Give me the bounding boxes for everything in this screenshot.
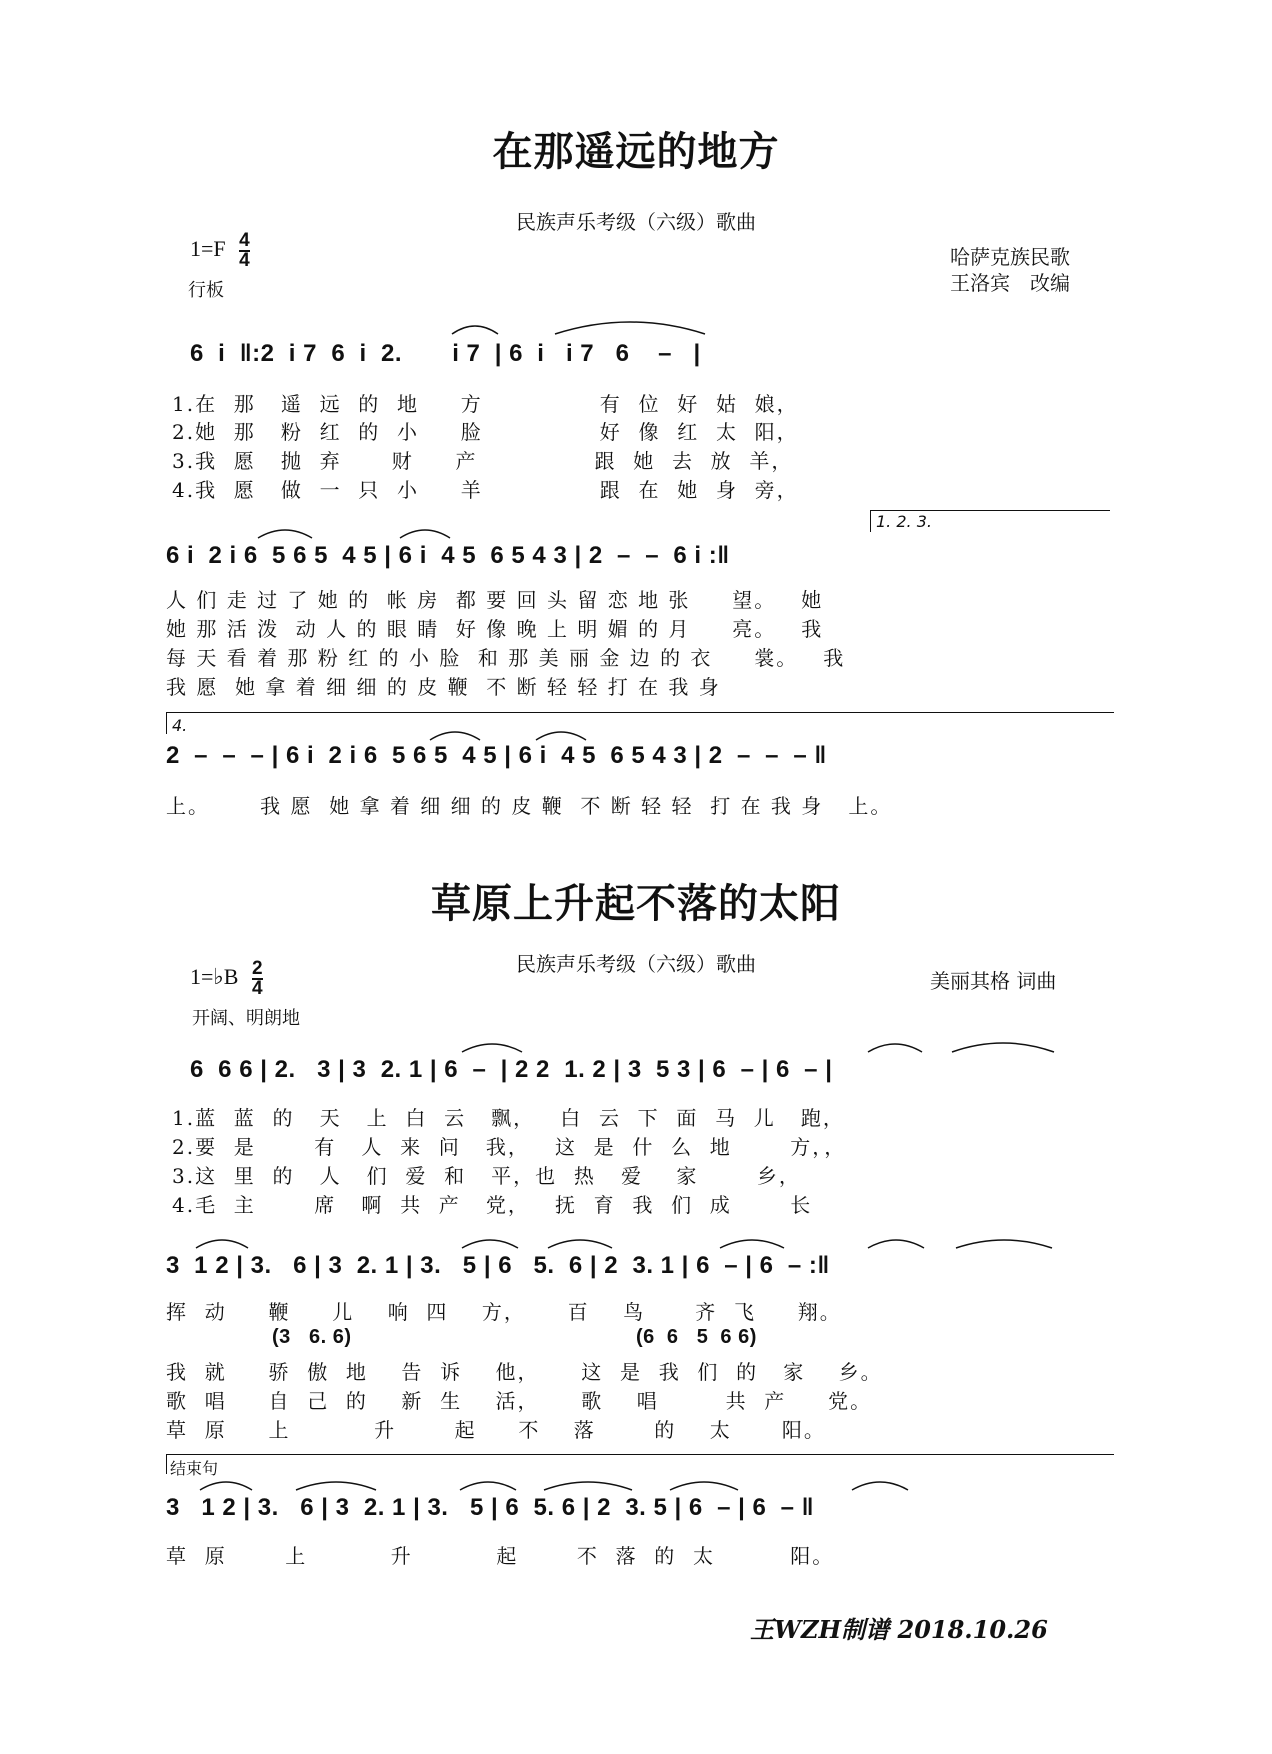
song1-row3-notes: 2 – – – | 6 i 2 i 6 5 6 5 4 5 | 6 i 4 5 6 5 4 3 | 2 – – – ‖ xyxy=(166,742,827,769)
song1-row2-lyric-v2: 她 那 活 泼 动 人 的 眼 睛 好 像 晚 上 明 媚 的 月 亮。 我 xyxy=(166,617,824,641)
song1-title: 在那遥远的地方 xyxy=(492,128,780,175)
song1-row2-lyric-v3: 每 天 看 着 那 粉 红 的 小 脸 和 那 美 丽 金 边 的 衣 裳。 我 xyxy=(166,646,846,670)
song1-credit-line2: 王洛宾 改编 xyxy=(950,271,1070,295)
song1-volta-4: 4. xyxy=(172,716,188,735)
song2-time-num: 2 xyxy=(251,958,263,979)
transcriber-signature: 王WZH制谱 2018.10.26 xyxy=(750,1615,1048,1644)
song2-title: 草原上升起不落的太阳 xyxy=(431,880,841,927)
slur-s2-r2-e xyxy=(868,1240,924,1248)
song1-row1-lyric-v1: 1.在 那 遥 远 的 地 方 有 位 好 姑 娘， xyxy=(172,392,799,416)
song1-row2-notes: 6 i 2 i 6 5 6 5 4 5 | 6 i 4 5 6 5 4 3 | 2 – – 6 i :‖ xyxy=(166,542,730,569)
song1-row2-lyric-v1: 人 们 走 过 了 她 的 帐 房 都 要 回 头 留 恋 地 张 望。 她 xyxy=(166,588,824,612)
song2-row2b-lyric-v2: 我 就 骄 傲 地 告 诉 他， 这 是 我 们 的 家 乡。 xyxy=(166,1360,883,1384)
song2-row2b-lyric-v4: 草 原 上 升 起 不 落 的 太 阳。 xyxy=(166,1418,826,1442)
song2-alt-notes-2: (6 6 5 6 6) xyxy=(636,1326,757,1348)
slur-s2-r1-b xyxy=(868,1044,922,1052)
song2-row1-lyric-v3: 3.这 里 的 人 们 爱 和 平，也 热 爱 家 乡， xyxy=(172,1164,801,1188)
song1-row1-lyric-v2: 2.她 那 粉 红 的 小 脸 好 像 红 太 阳， xyxy=(172,420,799,444)
song2-row1-lyric-v2: 2.要 是 有 人 来 问 我， 这 是 什 么 地 方，， xyxy=(172,1135,847,1159)
song1-subtitle: 民族声乐考级（六级）歌曲 xyxy=(516,210,756,234)
song1-row3-lyric: 上。 我 愿 她 拿 着 细 细 的 皮 鞭 不 断 轻 轻 打 在 我 身 上。 xyxy=(166,794,893,818)
song1-row1-lyric-v4: 4.我 愿 做 一 只 小 羊 跟 在 她 身 旁， xyxy=(172,478,799,502)
slur-s2-r2-a xyxy=(196,1240,248,1248)
song2-ending-label: 结束句 xyxy=(170,1459,219,1478)
slur-s1-r2-b xyxy=(400,530,450,538)
song2-row3-notes: 3 1 2 | 3. 6 | 3 2. 1 | 3. 5 | 6 5. 6 | 2 3. 5 | 6 – | 6 – ‖ xyxy=(166,1494,815,1521)
song1-volta-123: 1. 2. 3. xyxy=(876,512,932,531)
slur-s2-r3-c xyxy=(460,1482,516,1490)
song1-time-num: 4 xyxy=(239,230,250,251)
slur-s2-r3-b xyxy=(296,1482,376,1490)
song1-row1-lyric-v3: 3.我 愿 抛 弃 财 产 跟 她 去 放 羊， xyxy=(172,449,794,473)
song2-row1-lyric-v1: 1.蓝 蓝 的 天 上 白 云 飘， 白 云 下 面 马 儿 跑， xyxy=(172,1106,845,1130)
slur-s2-r3-d xyxy=(544,1482,632,1490)
song2-key: 1=♭B xyxy=(190,964,239,990)
song2-row1-notes: 6 6 6 | 2. 3 | 3 2. 1 | 6 – | 2 2 1. 2 | 3 5 3 | 6 – | 6 – | xyxy=(190,1056,833,1083)
song1-key: 1=F xyxy=(190,236,226,262)
song2-row3-lyric: 草 原 上 升 起 不 落 的 太 阳。 xyxy=(166,1544,835,1568)
song1-row2-lyric-v4: 我 愿 她 拿 着 细 细 的 皮 鞭 不 断 轻 轻 打 在 我 身 xyxy=(166,675,721,699)
song1-credit-line1: 哈萨克族民歌 xyxy=(950,245,1070,269)
slur-s2-r3-e xyxy=(670,1482,738,1490)
slur-s2-r2-f xyxy=(956,1240,1052,1248)
song2-tempo: 开阔、明朗地 xyxy=(192,1008,300,1029)
song2-subtitle: 民族声乐考级（六级）歌曲 xyxy=(516,952,756,976)
song2-row2b-lyric-v3: 歌 唱 自 己 的 新 生 活， 歌 唱 共 产 党。 xyxy=(166,1389,873,1413)
slur-s1-r3-a xyxy=(430,732,480,740)
slur-s1-r1-a xyxy=(452,326,498,334)
song1-row1-notes: 6 i ‖:2 i 7 6 i 2. i 7 | 6 i i 7 6 – | xyxy=(190,340,701,367)
slur-s1-r1-b xyxy=(555,322,705,334)
song1-time-den: 4 xyxy=(239,250,250,271)
song2-credit: 美丽其格 词曲 xyxy=(930,969,1057,993)
song2-alt-notes-1: (3 6. 6) xyxy=(272,1326,352,1348)
slur-s2-r1-c xyxy=(952,1043,1054,1052)
slur-s1-r3-b xyxy=(536,732,586,740)
slur-s2-r2-c xyxy=(548,1240,612,1248)
song1-tempo: 行板 xyxy=(188,280,224,301)
slur-s2-r1-a xyxy=(462,1044,522,1052)
slur-s2-r3-f xyxy=(852,1482,908,1490)
song2-time-den: 4 xyxy=(251,978,263,999)
song2-row1-lyric-v4: 4.毛 主 席 啊 共 产 党， 抚 育 我 们 成 长 xyxy=(172,1193,813,1217)
song2-row2-notes: 3 1 2 | 3. 6 | 3 2. 1 | 3. 5 | 6 5. 6 | 2 3. 1 | 6 – | 6 – :‖ xyxy=(166,1252,830,1279)
slur-s1-r2-a xyxy=(258,530,312,538)
slur-s2-r3-a xyxy=(200,1482,252,1490)
slur-s2-r2-d xyxy=(720,1240,784,1248)
slur-s2-r2-b xyxy=(462,1240,518,1248)
song2-row2-lyric: 挥 动 鞭 儿 响 四 方， 百 鸟 齐 飞 翔。 xyxy=(166,1300,842,1324)
